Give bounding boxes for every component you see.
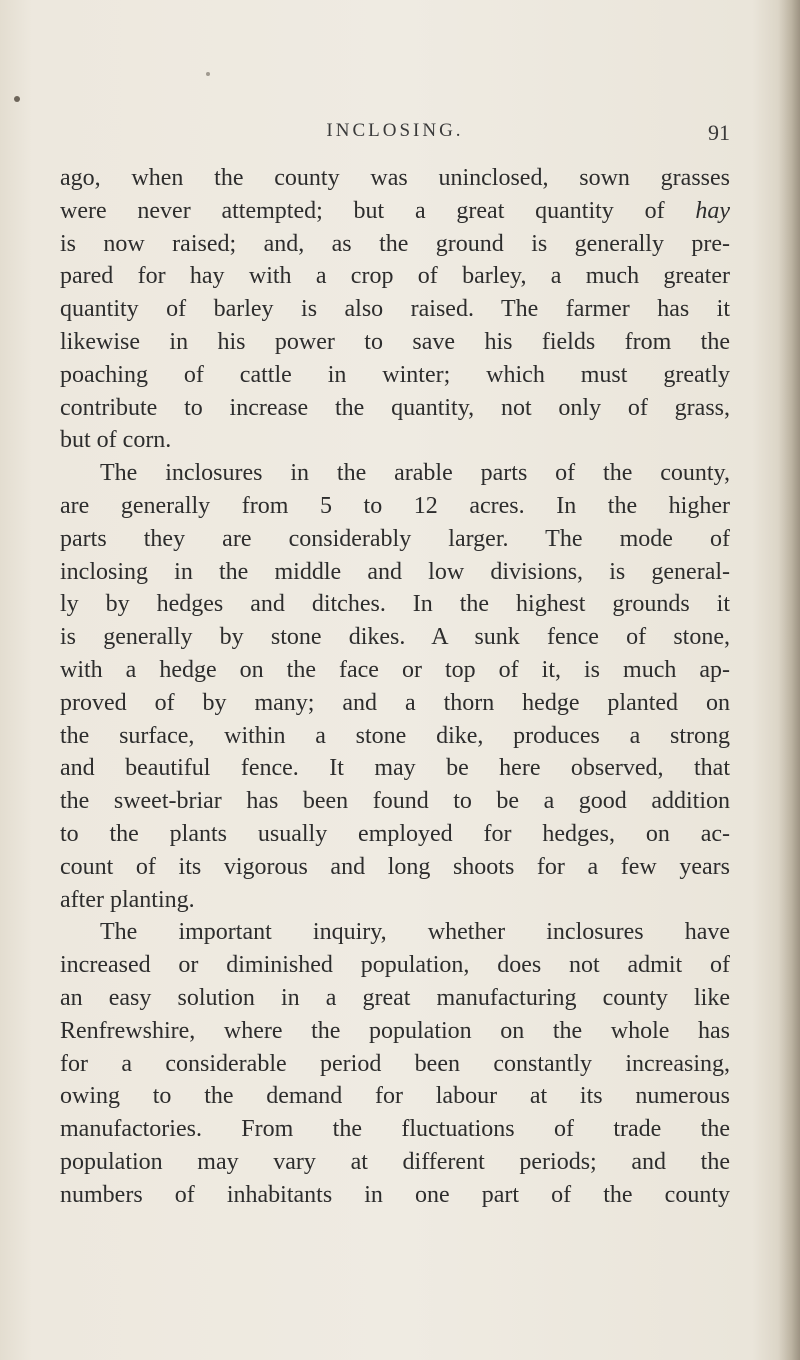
italic-word: hay (695, 197, 730, 224)
text-line: the sweet-briar has been found to be a good addition (60, 788, 730, 815)
text-line: poaching of cattle in winter; which must greatly (60, 361, 730, 388)
text-line: count of its vigorous and long shoots for a few years (60, 853, 730, 880)
text-line: after planting. (60, 886, 195, 913)
text-line: likewise in his power to save his fields from the (60, 328, 730, 355)
page-header (60, 120, 730, 148)
ink-speck (14, 96, 20, 102)
text-line: with a hedge on the face or top of it, is much ap- (60, 656, 730, 683)
text-line: but of corn. (60, 427, 172, 454)
text-line: proved of by many; and a thorn hedge planted on (60, 689, 730, 716)
text-line: manufactories. From the fluctuations of trade the (60, 1116, 730, 1143)
text-line: pared for hay with a crop of barley, a much greater (60, 263, 730, 290)
text-line: The inclosures in the arable parts of the county, (100, 460, 730, 487)
text-line: contribute to increase the quantity, not only of grass, (60, 394, 730, 421)
ink-speck (206, 72, 210, 76)
text-line: ago, when the county was uninclosed, sown grasses (60, 165, 730, 191)
text-line: to the plants usually employed for hedges, on ac- (60, 820, 730, 847)
text-line: an easy solution in a great manufacturing county like (60, 984, 730, 1011)
body-text (60, 162, 730, 1212)
text-line: for a considerable period been constantly increasing, (60, 1050, 730, 1077)
text-line: The important inquiry, whether inclosures have (100, 919, 730, 946)
text-line: is now raised; and, as the ground is generally pre- (60, 230, 730, 257)
text-line: and beautiful fence. It may be here observed, that (60, 755, 730, 782)
text-line-segment: were never attempted; but a great quantity of (60, 197, 696, 224)
text-line: are generally from 5 to 12 acres. In the higher (60, 492, 730, 519)
text-line: numbers of inhabitants in one part of the county (60, 1181, 730, 1208)
text-line: increased or diminished population, does not admit of (60, 952, 730, 979)
text-line: is generally by stone dikes. A sunk fence of stone, (60, 624, 730, 651)
text-line (60, 195, 730, 228)
text-line: owing to the demand for labour at its numerous (60, 1083, 730, 1110)
text-line: inclosing in the middle and low divisions, is general- (60, 558, 730, 585)
text-line: parts they are considerably larger. The mode of (60, 525, 730, 552)
text-line: quantity of barley is also raised. The farmer has it (60, 296, 730, 323)
page-number: 91 (708, 120, 730, 145)
text-line: Renfrewshire, where the population on the whole has (60, 1017, 730, 1044)
page-edge-shadow (778, 0, 800, 1360)
text-line: ly by hedges and ditches. In the highest grounds it (60, 591, 730, 618)
text-line: population may vary at different periods; and the (60, 1148, 730, 1175)
text-line: the surface, within a stone dike, produces a strong (60, 722, 730, 749)
running-head: INCLOSING. (326, 120, 464, 141)
